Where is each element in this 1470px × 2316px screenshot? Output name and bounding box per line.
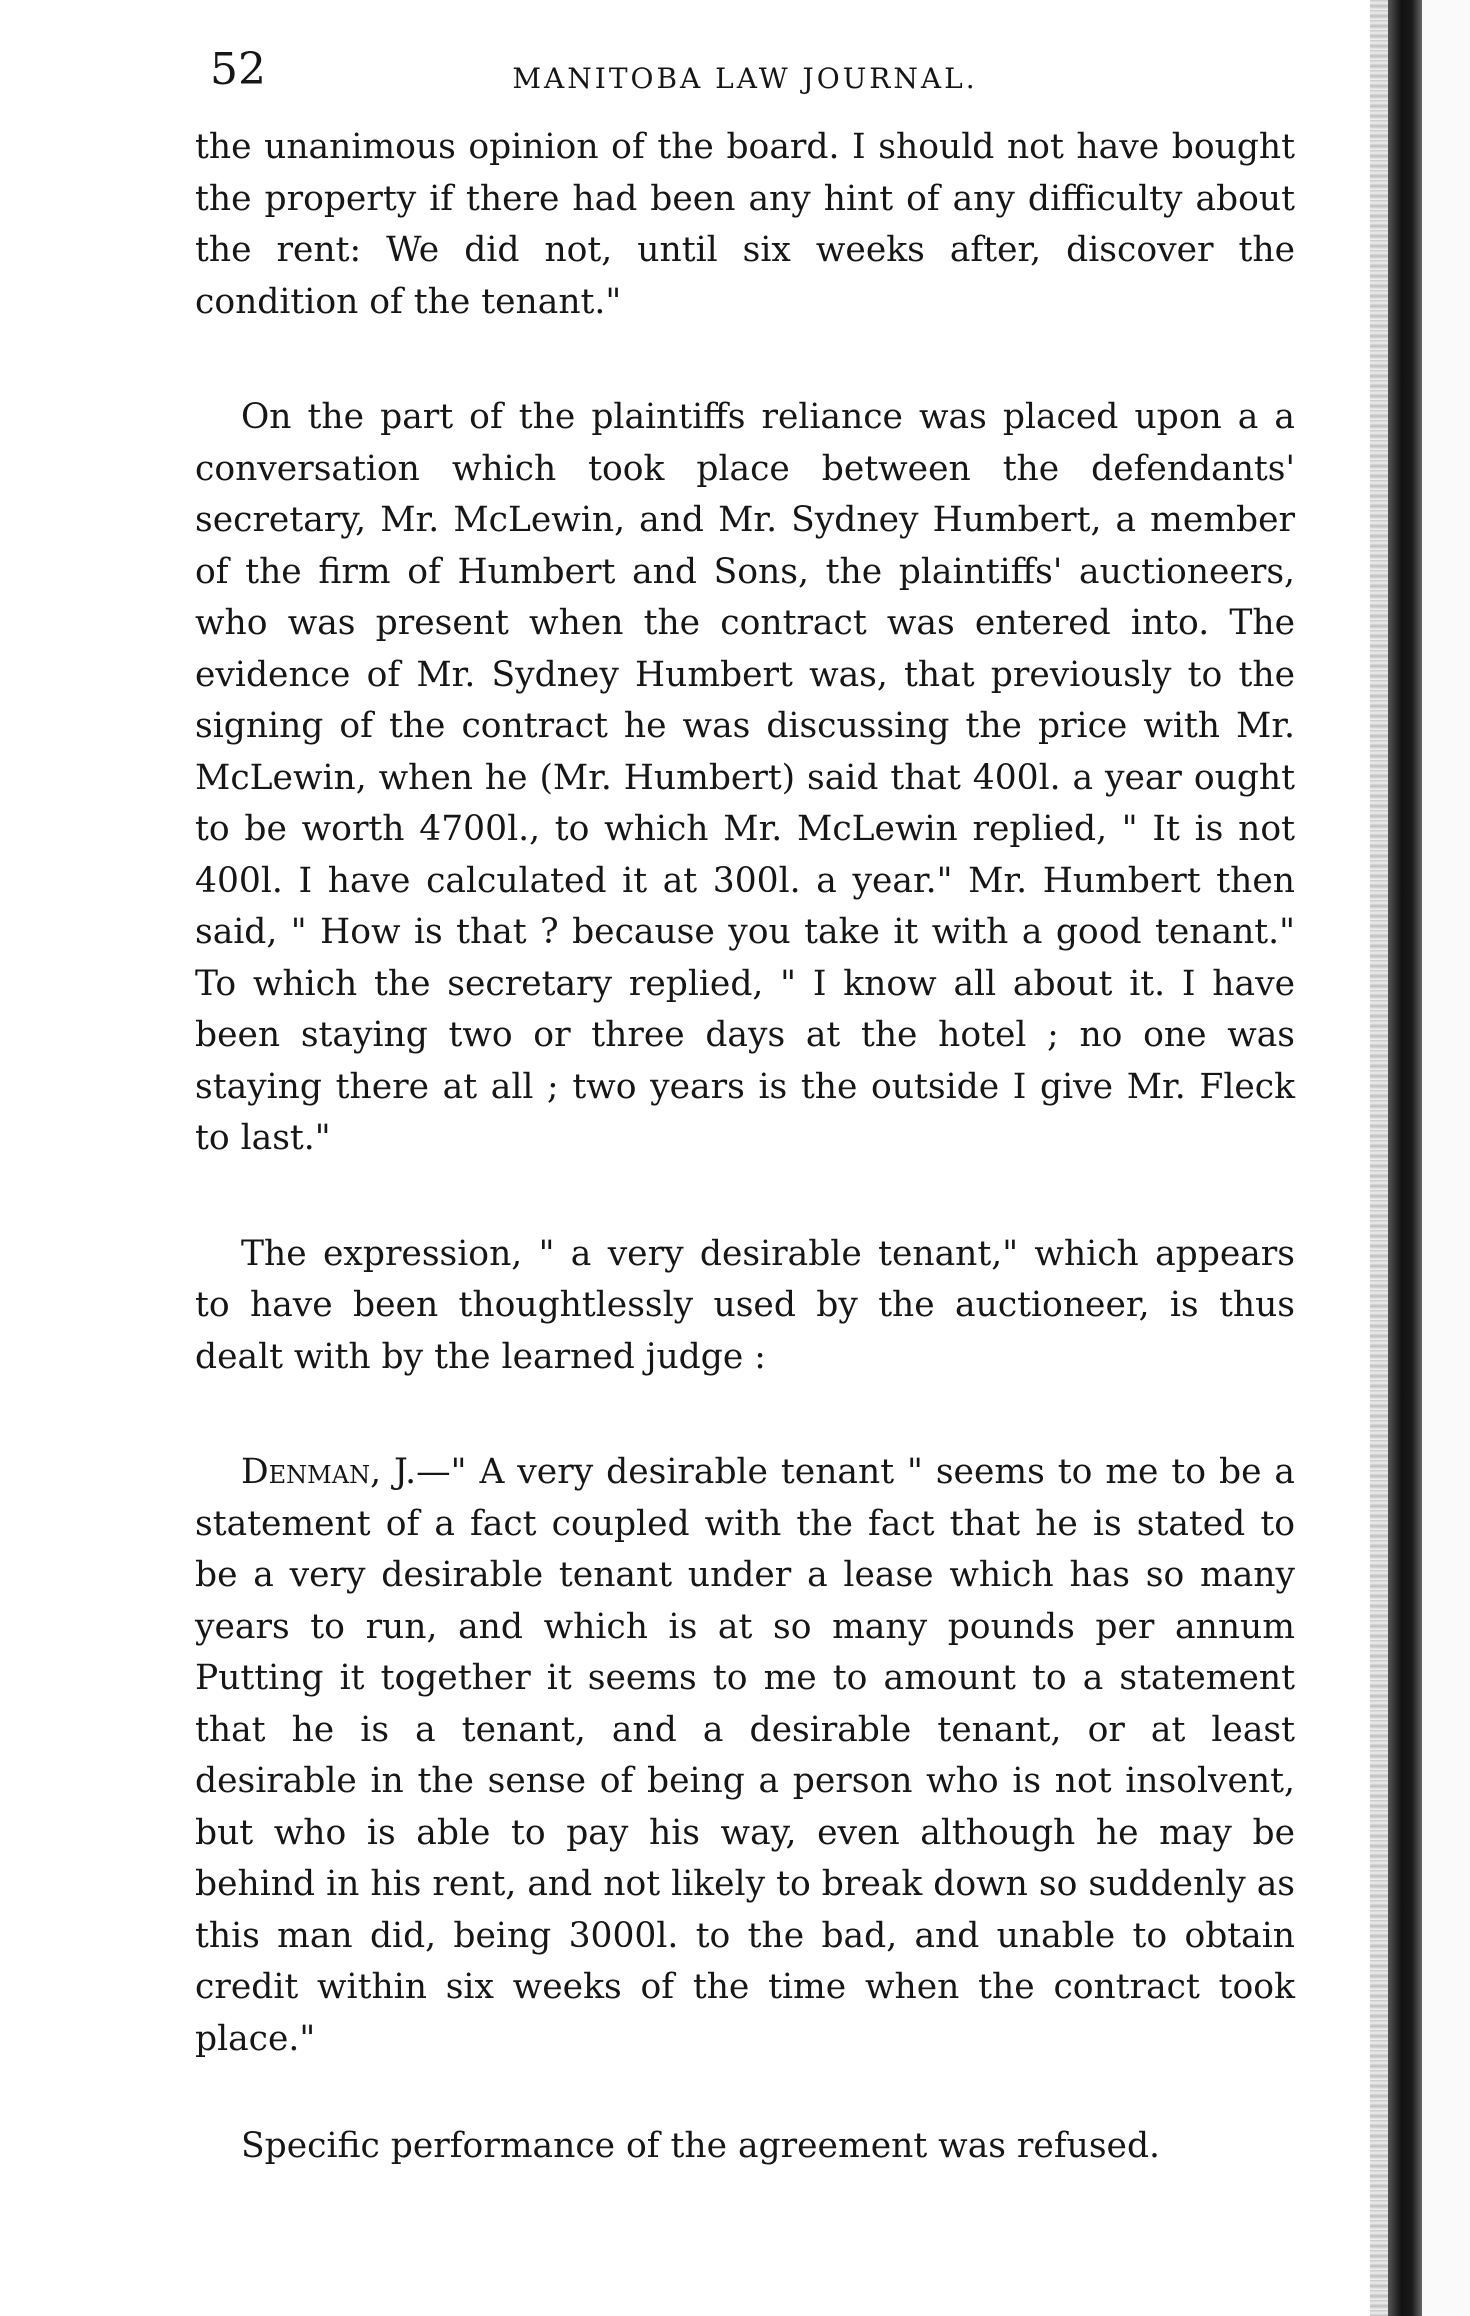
paragraph-judgment — [195, 1447, 1295, 2065]
scan-margin — [1422, 0, 1470, 2316]
paragraph-expression: The expression, " a very desirable tenant," which appears to have been thoughtlessly used by the auctioneer, is thus dealt with by the learned judge : — [195, 1233, 1295, 1377]
page-number: 52 — [210, 44, 266, 95]
page-header — [190, 44, 1300, 104]
page-edge-texture — [1370, 0, 1388, 2316]
body-text — [195, 122, 1295, 2237]
paragraph-plaintiffs-reliance: On the part of the plaintiffs reliance was placed upon a a conversation which took place between the defendants' secretary, Mr. McLewin, and Mr. Sydney Humbert, a member of the firm of Humbert and Sons, the plaintiffs' auctioneers, who was present when the contract was entered into. The evidence of Mr. Sydney Humbert was, that previously to the signing of the contract he was discussing the price with Mr. McLewin, when he (Mr. Humbert) said that 400l. a year ought to be worth 4700l., to which Mr. McLewin replied, " It is not 400l. I have calculated it at 300l. a year." Mr. Humbert then said, " How is that ? because you take it with a good tenant." To which the secretary replied, " I know all about it. I have been staying two or three days at the hotel ; no one was staying there at all ; two years is the outside I give Mr. Fleck to last." — [195, 397, 1295, 1158]
paragraph-conclusion: Specific performance of the agreement was refused. — [241, 2126, 1161, 2166]
judgment-text: —" A very desirable tenant " seems to me to be a statement of a fact coupled with the fact that he is stated to be a very desirable tenant under a lease which has so many years to run, and which is at so many pounds per annum Putting it together it seems to me to amount to a statement that he is a tenant, and a desirable tenant, or at least desirable in the sense of being a person who is not insolvent, but who is able to pay his way, even although he may be behind in his rent, and not likely to break down so suddenly as this man did, being 3000l. to the bad, and unable to obtain credit within six weeks of the time when the contract took place." — [195, 1452, 1296, 2059]
running-head: MANITOBA LAW JOURNAL. — [512, 62, 978, 95]
paragraph-continuation: the unanimous opinion of the board. I should not have bought the property if there had been any hint of any difficulty about the rent: We did not, until six weeks after, discover the condition of the tenant." — [195, 127, 1295, 322]
judge-name: Denman, J. — [241, 1452, 417, 1492]
book-binding-shadow — [1360, 0, 1470, 2316]
gutter-shadow — [1388, 0, 1422, 2316]
